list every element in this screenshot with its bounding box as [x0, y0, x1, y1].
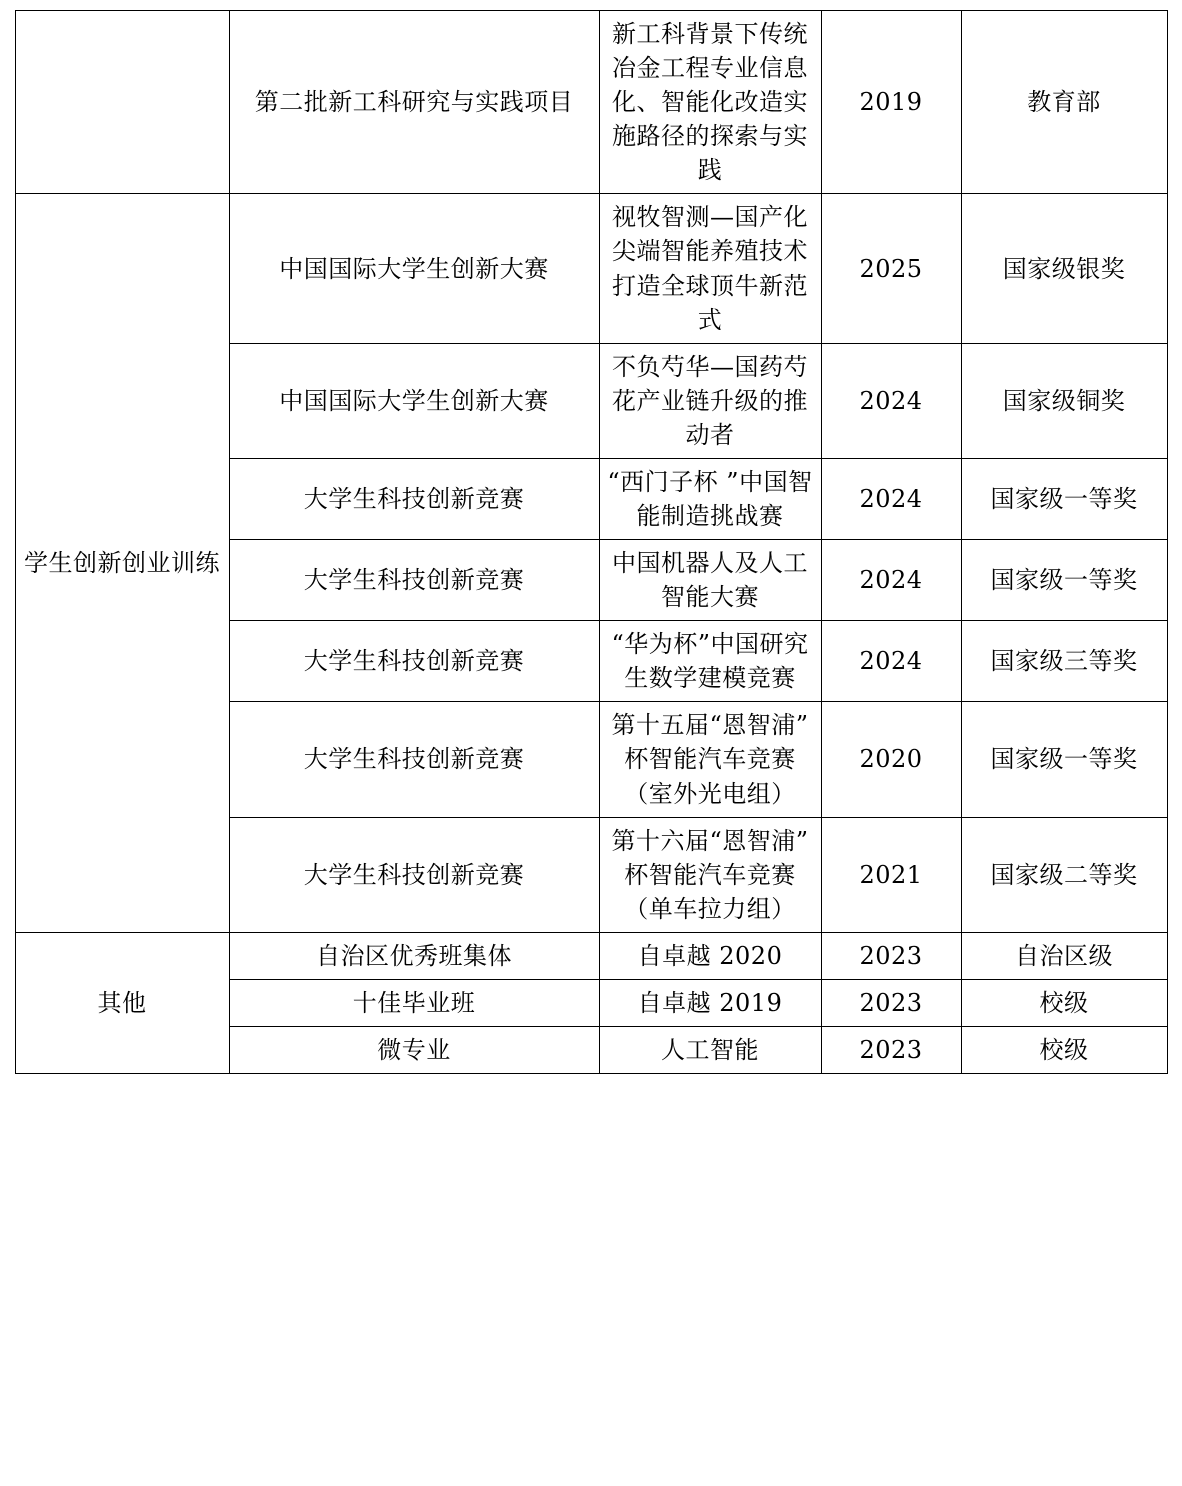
cell-project: 新工科背景下传统冶金工程专业信息化、智能化改造实施路径的探索与实践: [599, 11, 821, 194]
cell-level: 国家级三等奖: [961, 621, 1167, 702]
cell-project: 第十五届“恩智浦”杯智能汽车竞赛（室外光电组）: [599, 702, 821, 817]
cell-year: 2023: [821, 1027, 961, 1074]
cell-project: “西门子杯 ”中国智能制造挑战赛: [599, 458, 821, 539]
cell-year: 2020: [821, 702, 961, 817]
cell-year: 2023: [821, 979, 961, 1026]
cell-category: 其他: [15, 932, 229, 1073]
cell-project: “华为杯”中国研究生数学建模竞赛: [599, 621, 821, 702]
cell-name: 大学生科技创新竞赛: [229, 621, 599, 702]
table-row: [15, 932, 1167, 979]
table-row: [15, 11, 1167, 194]
table-body: [15, 11, 1167, 1074]
cell-category: [15, 11, 229, 194]
cell-project: 自卓越 2020: [599, 932, 821, 979]
cell-name: 微专业: [229, 1027, 599, 1074]
cell-category: 学生创新创业训练: [15, 194, 229, 932]
cell-name: 第二批新工科研究与实践项目: [229, 11, 599, 194]
cell-level: 教育部: [961, 11, 1167, 194]
cell-project: 自卓越 2019: [599, 979, 821, 1026]
cell-year: 2023: [821, 932, 961, 979]
cell-name: 大学生科技创新竞赛: [229, 458, 599, 539]
cell-year: 2024: [821, 458, 961, 539]
cell-name: 自治区优秀班集体: [229, 932, 599, 979]
cell-year: 2019: [821, 11, 961, 194]
cell-year: 2024: [821, 343, 961, 458]
cell-level: 校级: [961, 979, 1167, 1026]
cell-level: 国家级一等奖: [961, 540, 1167, 621]
cell-project: 人工智能: [599, 1027, 821, 1074]
cell-year: 2021: [821, 817, 961, 932]
cell-level: 国家级一等奖: [961, 458, 1167, 539]
cell-level: 国家级银奖: [961, 194, 1167, 343]
cell-level: 自治区级: [961, 932, 1167, 979]
table-row: [15, 194, 1167, 343]
cell-year: 2025: [821, 194, 961, 343]
cell-level: 国家级铜奖: [961, 343, 1167, 458]
cell-name: 十佳毕业班: [229, 979, 599, 1026]
cell-year: 2024: [821, 621, 961, 702]
cell-name: 大学生科技创新竞赛: [229, 540, 599, 621]
cell-project: 视牧智测—国产化尖端智能养殖技术打造全球顶牛新范式: [599, 194, 821, 343]
cell-level: 国家级二等奖: [961, 817, 1167, 932]
cell-name: 大学生科技创新竞赛: [229, 817, 599, 932]
cell-level: 国家级一等奖: [961, 702, 1167, 817]
cell-name: 中国国际大学生创新大赛: [229, 343, 599, 458]
cell-level: 校级: [961, 1027, 1167, 1074]
cell-project: 不负芍华—国药芍花产业链升级的推动者: [599, 343, 821, 458]
cell-project: 中国机器人及人工智能大赛: [599, 540, 821, 621]
cell-name: 中国国际大学生创新大赛: [229, 194, 599, 343]
cell-project: 第十六届“恩智浦”杯智能汽车竞赛（单车拉力组）: [599, 817, 821, 932]
achievements-table: [15, 10, 1168, 1074]
cell-name: 大学生科技创新竞赛: [229, 702, 599, 817]
cell-year: 2024: [821, 540, 961, 621]
